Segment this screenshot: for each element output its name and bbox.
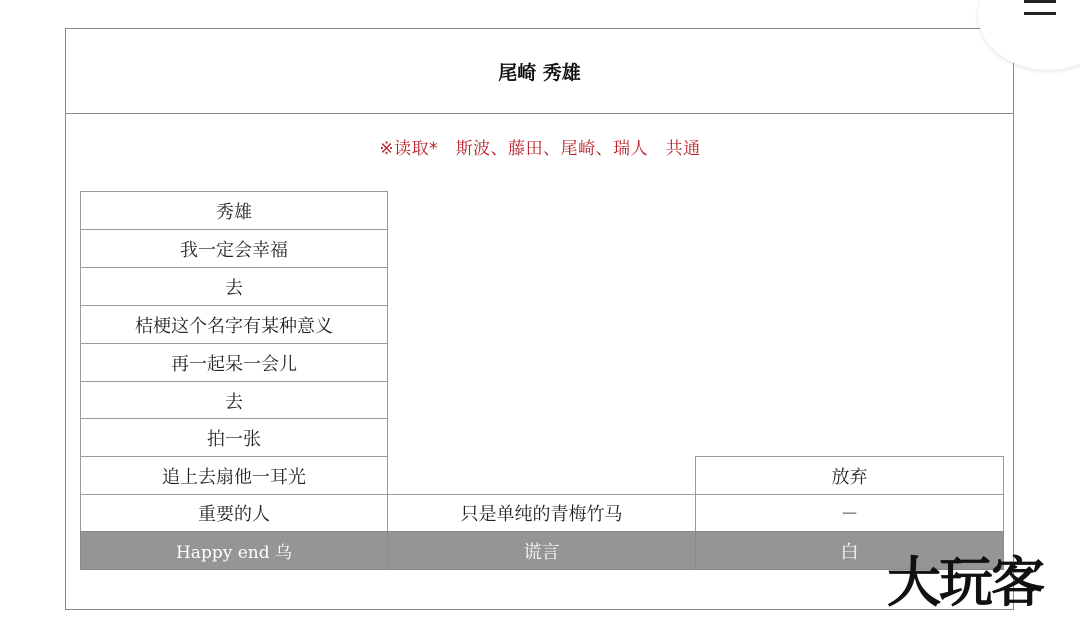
choice-cell: 再一起呆一会儿 [80,343,388,382]
page-title: 尾崎 秀雄 [66,29,1013,114]
choice-cell-abandon: 放弃 [695,456,1004,495]
choice-cell: 去 [80,381,388,420]
watermark-logo: 大玩客 [887,551,1043,614]
ending-cell-white: 白 [695,531,1004,570]
ending-cell-lie: 谎言 [387,531,696,570]
route-note: ※读取* 斯波、藤田、尾崎、瑞人 共通 [379,139,701,159]
choice-cell: 重要的人 [80,494,388,532]
choice-cell: 秀雄 [80,191,388,230]
choice-cell: 我一定会幸福 [80,229,388,268]
choice-cell-childhood-friend: 只是单纯的青梅竹马 [387,494,696,532]
choice-cell-dash: － [695,494,1004,532]
choice-cell: 去 [80,267,388,306]
choice-cell: 桔梗这个名字有某种意义 [80,305,388,344]
choice-cell: 拍一张 [80,418,388,457]
ending-cell-happy-end: Happy end 乌 [80,531,388,570]
choice-cell: 追上去扇他一耳光 [80,456,388,495]
